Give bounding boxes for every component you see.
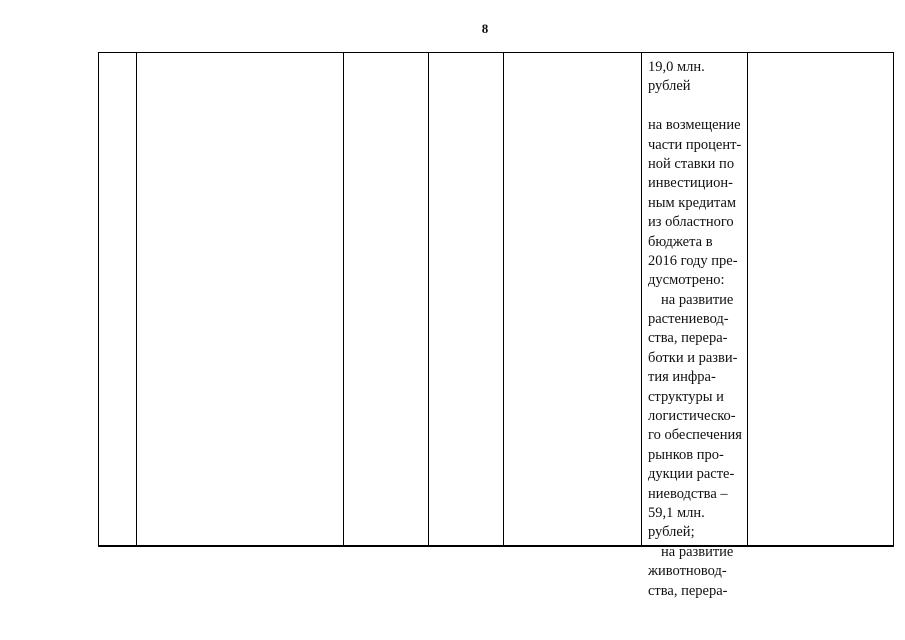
page-number: 8 bbox=[481, 21, 489, 36]
cell-text-line: дукции расте- bbox=[648, 466, 735, 483]
column-divider bbox=[343, 53, 344, 545]
column-divider bbox=[136, 53, 137, 545]
column-divider bbox=[503, 53, 504, 545]
cell-text-line: 2016 году пре- bbox=[648, 252, 738, 269]
cell-text-line: рублей bbox=[648, 78, 691, 95]
cell-text-line: бюджета в bbox=[648, 233, 713, 250]
cell-text-line: 19,0 млн. bbox=[648, 59, 705, 75]
cell-text-line: ным кредитам bbox=[648, 194, 737, 211]
cell-text-line: тия инфра- bbox=[648, 369, 716, 386]
cell-text-line: на развитие bbox=[661, 543, 734, 560]
column-divider bbox=[428, 53, 429, 545]
cell-text-line bbox=[648, 97, 750, 116]
cell-text-line: 59,1 млн. bbox=[648, 504, 705, 521]
table-cell-subsidy-text bbox=[648, 58, 750, 601]
data-table bbox=[98, 52, 894, 599]
column-divider bbox=[641, 53, 642, 545]
cell-text-line: ниеводства – bbox=[648, 485, 728, 502]
cell-text-line: на возмещение bbox=[648, 117, 741, 134]
cell-text-line: ботки и разви- bbox=[648, 349, 738, 366]
cell-text-line: растениевод- bbox=[648, 311, 729, 328]
cell-text-line: инвестицион- bbox=[648, 175, 733, 192]
cell-text-line: рынков про- bbox=[648, 446, 724, 463]
cell-text-line: структуры и bbox=[648, 388, 724, 405]
cell-text-line: ной ставки по bbox=[648, 155, 735, 172]
cell-text-line: го обеспечения bbox=[648, 427, 742, 444]
cell-text-line: из областного bbox=[648, 214, 734, 231]
cell-text-line: ства, перера- bbox=[648, 330, 728, 347]
cell-text-line: животновод- bbox=[648, 563, 727, 580]
cell-text-line: на развитие bbox=[661, 291, 734, 308]
cell-text-line: ства, перера- bbox=[648, 582, 728, 599]
cell-text-line: дусмотрено: bbox=[648, 272, 725, 289]
cell-text-line: рублей; bbox=[648, 524, 695, 541]
cell-text-line: части процент- bbox=[648, 136, 742, 153]
cell-text-line: логистическо- bbox=[648, 408, 736, 425]
